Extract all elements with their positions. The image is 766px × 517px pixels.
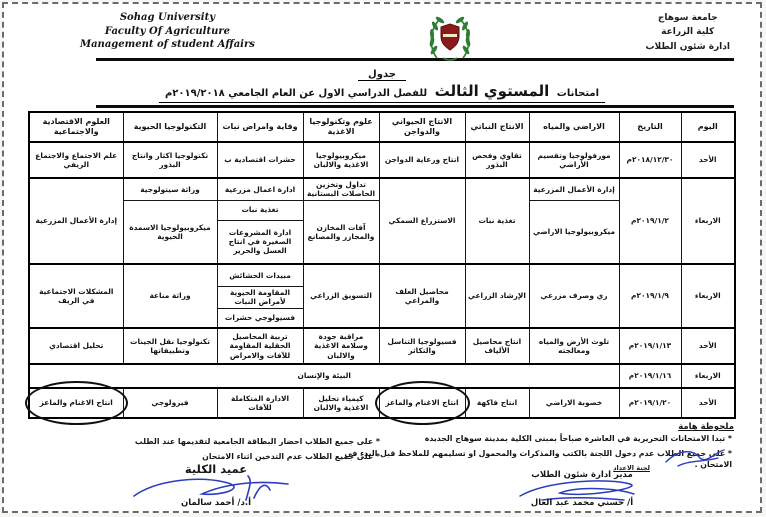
cell-date: ٢٠١٩/١/٩م: [619, 264, 681, 328]
cell-date: ٢٠١٩/١/٢٠م: [619, 388, 681, 418]
document-header: [4, 4, 760, 56]
cell-land-water: ميكروبيولوجيا الاراضي: [529, 200, 619, 264]
column-header-date: التاريخ: [619, 112, 681, 142]
page-title: [159, 82, 605, 103]
cell-econ: إدارة الأعمال المزرعية: [29, 178, 123, 264]
column-header-econ-social: العلوم الاقتصادية والاجتماعية: [29, 112, 123, 142]
university-emblem-logo: [425, 12, 475, 68]
cell-biotech: تكنولوجيا اكثار وانتاج البذور: [123, 142, 217, 178]
table-row: [29, 264, 735, 286]
cell-food: آفات المخازن والمجازر والمصانع: [303, 200, 379, 264]
notes-heading: ملحوظة هامة: [678, 422, 734, 432]
cell-econ-circled: [29, 388, 123, 418]
table-row: [29, 178, 735, 200]
cell-animal: فسيولوجيا التناسل والتكاثر: [379, 328, 465, 364]
director-name: أ/ حسني محمد عبد العال: [530, 498, 634, 508]
director-signature-block: [512, 470, 652, 508]
faculty-name-ar: كلية الزراعة: [661, 27, 715, 38]
cell-day: الأحد: [681, 388, 735, 418]
cell-protection: المقاومة الحيوية لأمراض النبات: [217, 286, 303, 308]
cell-land-water: تلوث الأرض والمياه ومعالجته: [529, 328, 619, 364]
cell-protection: حشرات اقتصادية ب: [217, 142, 303, 178]
cell-protection: فسيولوجي حشرات: [217, 308, 303, 328]
cell-biotech: وراثة مناعة: [123, 264, 217, 328]
cell-land-water: ري وصرف مزرعي: [529, 264, 619, 328]
title-kicker: جدول: [358, 69, 406, 81]
title-divider: [96, 105, 734, 108]
cell-animal: محاصيل العلف والمراعي: [379, 264, 465, 328]
dean-signature-block: [126, 462, 306, 508]
note-item: * على جميع الطلاب عدم التدخين اثناء الامتحان: [90, 452, 380, 463]
cell-land-water: مورفولوجيا وتقسيم الأراضي: [529, 142, 619, 178]
cell-biotech: فيرولوجي: [123, 388, 217, 418]
cell-day: الأحد: [681, 142, 735, 178]
cell-protection: مبيدات الحشائش: [217, 264, 303, 286]
top-divider: [96, 58, 734, 61]
table-row: [29, 142, 735, 178]
cell-food: مراقبة جودة وسلامة الاغذية والالبان: [303, 328, 379, 364]
cell-food: ميكروبيولوجيا الاغذية والالبان: [303, 142, 379, 178]
faculty-name-en: Faculty Of Agriculture: [104, 25, 230, 37]
cell-day: الاربعاء: [681, 178, 735, 264]
table-row: [29, 328, 735, 364]
column-header-land-water: الاراضي والمياه: [529, 112, 619, 142]
cell-date: ٢٠١٩/١/١٣م: [619, 328, 681, 364]
cell-protection: تغذية نبات: [217, 200, 303, 220]
cell-plant: تغذية نبات: [465, 178, 529, 264]
column-header-food-science: علوم وتكنولوجيا الاغذية: [303, 112, 379, 142]
title-suffix: للفصل الدراسي الاول عن العام الجامعي ٢٠١٩/٢٠١٨م: [164, 88, 428, 99]
department-name-en: Management of student Affairs: [80, 39, 255, 50]
note-item: * على جميع الطلاب احضار البطاقة الجامعية لتقديمها عند الطلب: [90, 437, 380, 448]
document-page: [2, 2, 762, 513]
committee-signature-scribble: [660, 448, 730, 464]
director-title: مدير ادارة شئون الطلاب: [531, 470, 633, 480]
university-name-en: Sohag University: [119, 12, 216, 23]
cell-plant: الإرشاد الزراعي: [465, 264, 529, 328]
header-english-text: [80, 11, 255, 52]
cell-animal: الاستزراع السمكي: [379, 178, 465, 264]
document-footer: [34, 422, 734, 513]
cell-food: كيمياء تحليل الاغذية والالبان: [303, 388, 379, 418]
cell-plant: انتاج محاصيل الألياف: [465, 328, 529, 364]
committee-label: لجنة الاعداد: [613, 464, 650, 472]
title-block: [4, 62, 760, 103]
cell-econ-text: انتاج الاغنام والماعز: [39, 398, 113, 408]
cell-day: الأحد: [681, 328, 735, 364]
exam-schedule-table: [28, 111, 736, 419]
cell-land-water: إدارة الأعمال المزرعية: [529, 178, 619, 200]
cell-date: ٢٠١٩/١/٢م: [619, 178, 681, 264]
cell-date: ٢٠١٨/١٢/٣٠م: [619, 142, 681, 178]
cell-plant: انتاج فاكهة: [465, 388, 529, 418]
department-name-ar: ادارة شئون الطلاب: [645, 41, 730, 52]
cell-econ: علم الاجتماع والاجتماع الريفي: [29, 142, 123, 178]
university-name-ar: جامعة سوهاج: [657, 13, 718, 23]
cell-biotech: ميكروبيولوجيا الاسمدة الحيوية: [123, 200, 217, 264]
table-header-row: [29, 112, 735, 142]
cell-biotech: وراثة سيتولوجية: [123, 178, 217, 200]
cell-animal: انتاج ورعاية الدواجن: [379, 142, 465, 178]
cell-food: تداول وتخزين الحاصلات البستانية: [303, 178, 379, 200]
title-level: المستوي الثالث: [434, 82, 550, 100]
cell-econ: المشكلات الاجتماعية في الريف: [29, 264, 123, 328]
cell-land-water: خصوبة الاراضي: [529, 388, 619, 418]
cell-day: الاربعاء: [681, 364, 735, 388]
cell-animal-text: انتاج الاغنام والماعز: [385, 398, 459, 408]
dean-name: أ.د/ أحمد سالمان: [180, 498, 252, 508]
column-header-day: اليوم: [681, 112, 735, 142]
cell-day: الاربعاء: [681, 264, 735, 328]
cell-food: التسويق الزراعي: [303, 264, 379, 328]
cell-protection: ادارة المشروعات الصغيرة في انتاج العسل والحرير: [217, 220, 303, 264]
cell-merged-subject: البيئة والإنسان: [29, 364, 619, 388]
cell-protection: الادارة المتكاملة للآفات: [217, 388, 303, 418]
column-header-biotechnology: التكنولوجيا الحيوية: [123, 112, 217, 142]
cell-econ: تحليل اقتصادي: [29, 328, 123, 364]
note-item: * تبدا الامتحانات التحريرية في العاشرة صباحاً بمبنى الكلية بمدينة سوهاج الجديدة: [340, 434, 732, 445]
cell-date: ٢٠١٩/١/١٦م: [619, 364, 681, 388]
dean-title: عميد الكلية: [184, 462, 248, 476]
column-header-animal-poultry: الانتاج الحيواني والدواجن: [379, 112, 465, 142]
column-header-plant-production: الانتاج النباتي: [465, 112, 529, 142]
cell-animal-circled: [379, 388, 465, 418]
note-item: * على جميع الطلاب عدم دخول اللجنة بالكتب والمذكرات والمحمول او تسليمهم للملاحظ قبل البدء في الامتحان .: [340, 449, 732, 471]
cell-biotech: تكنولوجيا نقل الجينات وتطبيقاتها: [123, 328, 217, 364]
cell-protection: ادارة اعمال مزرعية: [217, 178, 303, 200]
title-prefix: امتحانات: [556, 88, 600, 99]
table-row: [29, 388, 735, 418]
table-row: [29, 364, 735, 388]
column-header-plant-protection: وقاية وامراض نبات: [217, 112, 303, 142]
cell-plant: تقاوي وفحص البذور: [465, 142, 529, 178]
header-arabic-text: [645, 11, 730, 54]
cell-protection: تربية المحاصيل الحقلية المقاومة للآفات والامراض: [217, 328, 303, 364]
